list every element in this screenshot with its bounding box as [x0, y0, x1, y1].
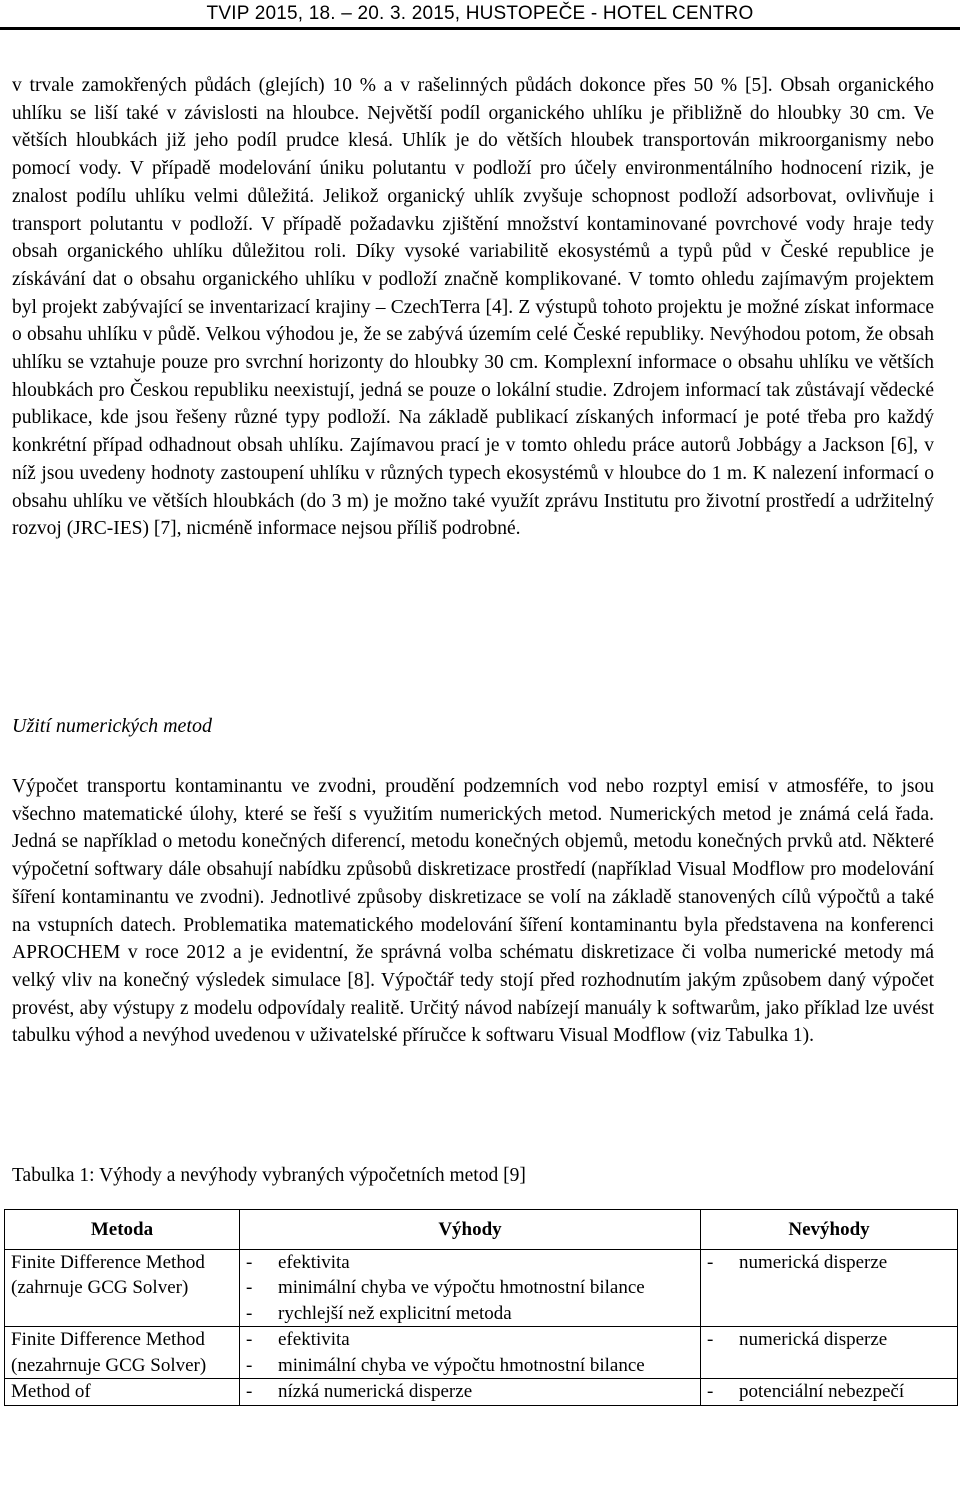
- header-title: TVIP 2015, 18. – 20. 3. 2015, HUSTOPEČE - HOTEL CENTRO: [206, 3, 754, 24]
- method-cell: Finite Difference Method (nezahrnuje GCG Solver): [5, 1327, 240, 1379]
- pros-cell: [240, 1379, 701, 1406]
- cons-cell: [701, 1327, 958, 1379]
- cons-item: - potenciální nebezpečí: [707, 1379, 951, 1405]
- section-heading: Užití numerických metod: [12, 715, 212, 737]
- cons-item: - numerická disperze: [707, 1250, 951, 1276]
- page-header: [0, 0, 960, 27]
- pros-item: - minimální chyba ve výpočtu hmotnostní bilance: [246, 1275, 694, 1301]
- table-header-row: [5, 1210, 958, 1250]
- table-row: [5, 1327, 958, 1379]
- method-cell: Finite Difference Method (zahrnuje GCG Solver): [5, 1249, 240, 1327]
- pros-item: - efektivita: [246, 1327, 694, 1353]
- cons-cell: [701, 1379, 958, 1406]
- table-row: [5, 1379, 958, 1406]
- body-paragraph-2: Výpočet transportu kontaminantu ve zvodni, proudění podzemních vod nebo rozptyl emisí v atmosféře, to jsou všechno matematické úlohy, které se řeší s využitím numerických metod. Numerických metod je známá celá řada. Jedná se například o metodu konečných diferencí, metodu konečných objemů, metodu konečných prvků atd. Některé výpočetní softwary dále obsahují nabídku způsobů diskretizace prostředí (například Visual Modflow pro modelování šíření kontaminantu ve zvodni). Jednotlivé způsoby diskretizace se volí na základě stanovených cílů výpočtů a také na vstupních datech. Problematika matematického modelování šíření kontaminantu byla představena na konferenci APROCHEM v roce 2012 a je evidentní, že správná volba schématu diskretizace či volba numerické metody má velký vliv na konečný výsledek simulace [8]. Výpočtář tedy stojí před rozhodnutím jakým způsobem daný výpočet provést, aby výstupy z modelu odpovídaly realitě. Určitý návod nabízejí manuály k softwarům, jako příklad lze uvést tabulku výhod a nevýhod uvedenou v uživatelské příručce k softwaru Visual Modflow (viz Tabulka 1).: [12, 776, 934, 1047]
- column-header-vyhody: Výhody: [240, 1210, 701, 1250]
- methods-table: [4, 1209, 958, 1406]
- column-header-metoda: Metoda: [5, 1210, 240, 1250]
- pros-item: - nízká numerická disperze: [246, 1379, 694, 1405]
- pros-item: - minimální chyba ve výpočtu hmotnostní bilance: [246, 1353, 694, 1379]
- table-row: [5, 1249, 958, 1327]
- header-divider: [0, 27, 960, 30]
- pros-cell: [240, 1249, 701, 1327]
- pros-item: - rychlejší než explicitní metoda: [246, 1301, 694, 1327]
- cons-item: - numerická disperze: [707, 1327, 951, 1353]
- pros-item: - efektivita: [246, 1250, 694, 1276]
- cons-cell: [701, 1249, 958, 1327]
- method-cell: Method of: [5, 1379, 240, 1406]
- table-caption: Tabulka 1: Výhody a nevýhody vybraných výpočetních metod [9]: [12, 1165, 526, 1186]
- pros-cell: [240, 1327, 701, 1379]
- column-header-nevyhody: Nevýhody: [701, 1210, 958, 1250]
- body-paragraph-1: v trvale zamokřených půdách (glejích) 10 % a v rašelinných půdách dokonce přes 50 % [5]. Obsah organického uhlíku se liší také v závislosti na hloubce. Největší podíl organického uhlíku je přibližně do hloubky 30 cm. Ve větších hloubkách již jeho podíl prudce klesá. Uhlík je do větších hloubek transportován mikroorganismy nebo pomocí vody. V případě modelování úniku polutantu v podloží pro účely environmentálního hodnocení rizik, je znalost podílu uhlíku velmi důležitá. Jelikož organický uhlík zvyšuje schopnost podloží adsorbovat, ovlivňuje i transport polutantu v podloží. V případě požadavku zjištění množství kontaminované povrchové vody hraje tedy obsah organického uhlíku důležitou roli. Díky vysoké variabilitě ekosystémů a typů půd v České republice je získávání dat o obsahu organického uhlíku v podloží značně komplikované. V tomto ohledu zajímavým projektem byl projekt zabývající se inventarizací krajiny – CzechTerra [4]. Z výstupů tohoto projektu je možné získat informace o obsahu uhlíku v půdě. Velkou výhodou je, že se zabývá územím celé České republiky. Nevýhodou potom, že obsah uhlíku se vztahuje pouze pro svrchní horizonty do hloubky 30 cm. Komplexní informace o obsahu uhlíku ve větších hloubkách pro Českou republiku neexistují, jedná se pouze o lokální studie. Zdrojem informací tak zůstávají vědecké publikace, kde jsou řešeny různé typy podloží. Na základě publikací získaných informací je poté třeba pro každý konkrétní případ odhadnout obsah uhlíku. Zajímavou prací je v tomto ohledu práce autorů Jobbágy a Jackson [6], v níž jsou uvedeny hodnoty zastoupení uhlíku v různých typech ekosystémů v hloubce do 1 m. K nalezení informací o obsahu uhlíku ve větších hloubkách (do 3 m) je možno také využít zprávu Institutu pro životní prostředí a udržitelný rozvoj (JRC-IES) [7], nicméně informace nejsou příliš podrobné.: [12, 75, 934, 540]
